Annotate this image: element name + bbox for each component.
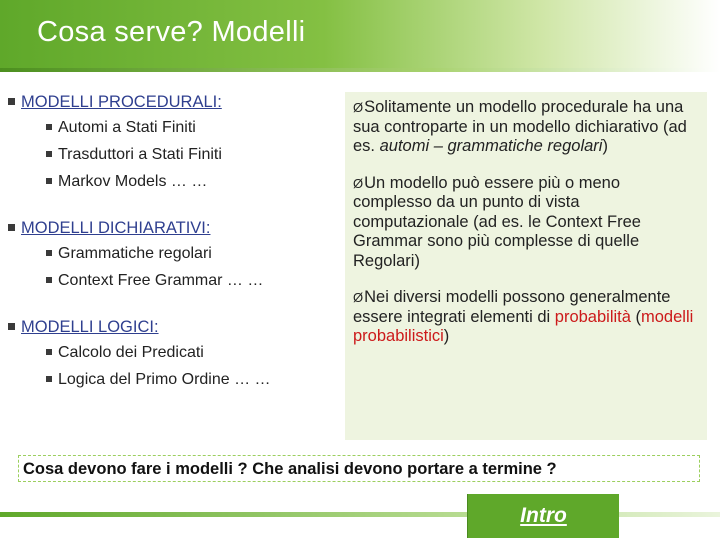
section-logici (8, 317, 338, 390)
list-item-label: Context Free Grammar … … (58, 272, 264, 289)
square-bullet-icon (8, 323, 15, 330)
list-item (46, 244, 338, 264)
note-text-end: ) (443, 327, 450, 345)
note-text-end: ) (602, 137, 608, 155)
section-heading-label: MODELLI DICHIARATIVI: (21, 219, 211, 237)
square-bullet-icon (46, 277, 52, 283)
list-item (46, 118, 338, 138)
square-bullet-icon (46, 376, 52, 382)
square-bullet-icon (8, 224, 15, 231)
note-procedural-declarative (353, 98, 699, 157)
list-item-label: Calcolo dei Predicati (58, 344, 204, 361)
model-list (8, 92, 338, 397)
sub-list (8, 118, 338, 192)
note-text: Solitamente un modello procedurale ha una sua controparte in un modello dichiarativo (ad es. (353, 98, 687, 155)
intro-nav-button[interactable] (467, 494, 619, 538)
list-item (46, 145, 338, 165)
note-italic-text: automi – grammatiche regolari (379, 137, 603, 155)
slide-title: Cosa serve? Modelli (37, 16, 306, 48)
square-bullet-icon (46, 151, 52, 157)
section-heading-label: MODELLI LOGICI: (21, 318, 159, 336)
sub-list (8, 343, 338, 390)
arrow-bullet-icon: Ø (353, 290, 364, 305)
square-bullet-icon (46, 250, 52, 256)
list-item-label: Trasduttori a Stati Finiti (58, 146, 222, 163)
arrow-bullet-icon: Ø (353, 175, 364, 191)
arrow-bullet-icon: Ø (353, 100, 364, 115)
notes-panel (345, 92, 707, 440)
note-complexity (353, 174, 699, 272)
intro-nav-label: Intro (520, 504, 567, 527)
section-heading[interactable] (8, 218, 338, 238)
section-heading-label: MODELLI PROCEDURALI: (21, 93, 222, 111)
list-item-label: Logica del Primo Ordine … … (58, 371, 271, 388)
probabilistic-models-highlight: modelli probabilistici (353, 307, 694, 345)
section-procedurali (8, 92, 338, 192)
list-item-label: Markov Models … … (58, 173, 208, 190)
note-text: Un modello può essere più o meno complesso da un punto di vista computazionale (ad es. le Context Free Grammar sono più complesse di quelle Regolari) (353, 173, 641, 270)
note-probability (353, 288, 699, 347)
square-bullet-icon (8, 98, 15, 105)
square-bullet-icon (46, 349, 52, 355)
probability-highlight: probabilità (554, 307, 631, 326)
section-heading[interactable] (8, 317, 338, 337)
list-item-label: Grammatiche regolari (58, 245, 212, 262)
list-item (46, 172, 338, 192)
note-text: Nei diversi modelli possono generalmente essere integrati elementi di (353, 288, 671, 326)
title-bar (0, 0, 720, 72)
section-dichiarativi (8, 218, 338, 291)
list-item (46, 343, 338, 363)
list-item-label: Automi a Stati Finiti (58, 119, 196, 136)
square-bullet-icon (46, 178, 52, 184)
square-bullet-icon (46, 124, 52, 130)
list-item (46, 370, 338, 390)
list-item (46, 271, 338, 291)
sub-list (8, 244, 338, 291)
note-text-mid: ( (630, 307, 642, 326)
question-text: Cosa devono fare i modelli ? Che analisi devono portare a termine ? (23, 460, 557, 478)
section-heading[interactable] (8, 92, 338, 112)
